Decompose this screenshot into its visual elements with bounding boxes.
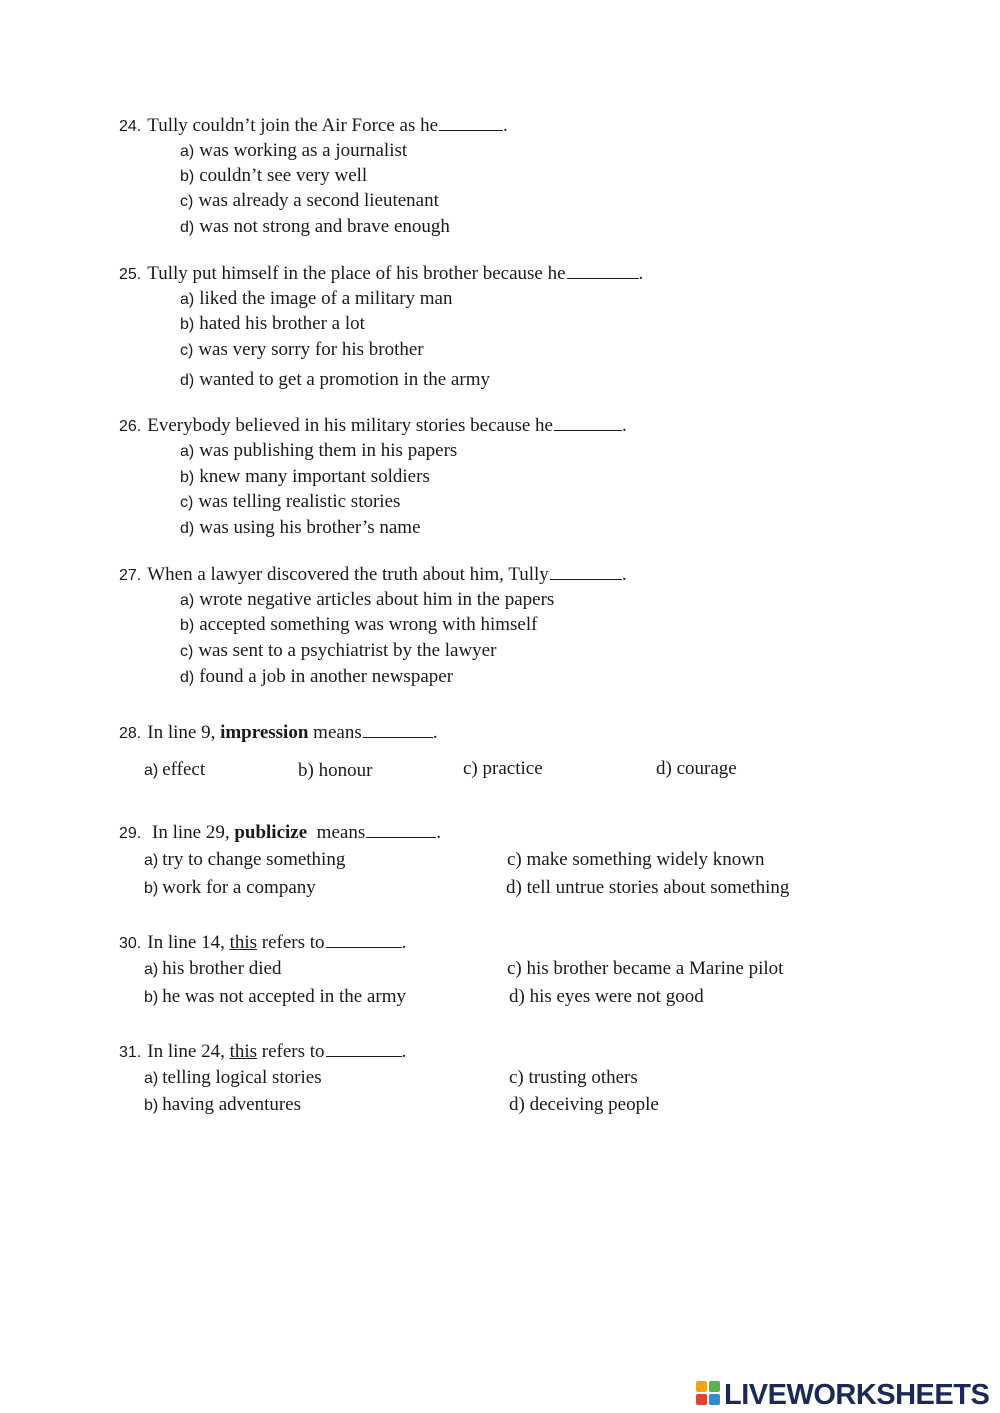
- liveworksheets-logo[interactable]: [696, 1378, 992, 1412]
- option-29-c[interactable]: c) make something widely known: [507, 849, 765, 870]
- question-number: 24.: [119, 118, 142, 135]
- option-29-b[interactable]: b) work for a company: [144, 877, 316, 898]
- answer-blank[interactable]: [567, 262, 639, 279]
- keyword: this: [229, 932, 258, 953]
- option-27-b[interactable]: b) accepted something was wrong with himself: [180, 614, 538, 635]
- question-29-stem: 29. In line 29, publicize means .: [119, 822, 441, 843]
- question-25-stem: 25. Tully put himself in the place of his brother because he .: [119, 263, 644, 284]
- option-26-d[interactable]: d) was using his brother’s name: [180, 517, 421, 538]
- option-25-b[interactable]: b) hated his brother a lot: [180, 313, 365, 334]
- logo-square-icon: [696, 1381, 707, 1392]
- answer-blank[interactable]: [554, 414, 622, 431]
- option-30-d[interactable]: d) his eyes were not good: [509, 986, 704, 1007]
- option-31-d[interactable]: d) deceiving people: [509, 1094, 659, 1115]
- option-25-a[interactable]: a) liked the image of a military man: [180, 288, 453, 309]
- option-27-a[interactable]: a) wrote negative articles about him in the papers: [180, 589, 555, 610]
- logo-square-icon: [709, 1381, 720, 1392]
- option-24-d[interactable]: d) was not strong and brave enough: [180, 216, 450, 237]
- answer-blank[interactable]: [363, 721, 433, 738]
- keyword: impression: [220, 722, 309, 743]
- answer-blank[interactable]: [326, 1040, 402, 1057]
- logo-square-icon: [709, 1394, 720, 1405]
- question-24-stem: 24. Tully couldn’t join the Air Force as he .: [119, 115, 508, 136]
- option-26-a[interactable]: a) was publishing them in his papers: [180, 440, 458, 461]
- question-27-stem: 27. When a lawyer discovered the truth about him, Tully .: [119, 564, 627, 585]
- option-31-a[interactable]: a) telling logical stories: [144, 1067, 322, 1088]
- option-31-b[interactable]: b) having adventures: [144, 1094, 301, 1115]
- option-30-b[interactable]: b) he was not accepted in the army: [144, 986, 406, 1007]
- option-26-b[interactable]: b) knew many important soldiers: [180, 466, 430, 487]
- question-28-stem: 28. In line 9, impression means .: [119, 722, 438, 743]
- option-28-b[interactable]: b) honour: [298, 760, 373, 781]
- option-24-b[interactable]: b) couldn’t see very well: [180, 165, 368, 186]
- option-28-a[interactable]: a) effect: [144, 759, 206, 780]
- option-29-a[interactable]: a) try to change something: [144, 849, 346, 870]
- question-31-stem: 31. In line 24, this refers to .: [119, 1041, 407, 1062]
- answer-blank[interactable]: [439, 114, 503, 131]
- logo-mark-icon: [696, 1381, 722, 1407]
- answer-blank[interactable]: [366, 821, 436, 838]
- option-26-c[interactable]: c) was telling realistic stories: [180, 491, 401, 512]
- option-31-c[interactable]: c) trusting others: [509, 1067, 638, 1088]
- option-29-d[interactable]: d) tell untrue stories about something: [506, 877, 790, 898]
- option-24-a[interactable]: a) was working as a journalist: [180, 140, 408, 161]
- option-24-c[interactable]: c) was already a second lieutenant: [180, 190, 439, 211]
- question-26-stem: 26. Everybody believed in his military stories because he .: [119, 415, 627, 436]
- answer-blank[interactable]: [326, 931, 402, 948]
- option-27-d[interactable]: d) found a job in another newspaper: [180, 666, 454, 687]
- option-28-c[interactable]: c) practice: [463, 758, 543, 779]
- question-text: Tully couldn’t join the Air Force as he: [147, 115, 439, 136]
- logo-text: LIVEWORKSHEETS: [724, 1379, 990, 1411]
- option-27-c[interactable]: c) was sent to a psychiatrist by the lawyer: [180, 640, 497, 661]
- option-30-a[interactable]: a) his brother died: [144, 958, 282, 979]
- keyword: this: [229, 1041, 258, 1062]
- option-25-c[interactable]: c) was very sorry for his brother: [180, 339, 424, 360]
- keyword: publicize: [234, 822, 308, 843]
- question-30-stem: 30. In line 14, this refers to .: [119, 932, 407, 953]
- option-25-d[interactable]: d) wanted to get a promotion in the army: [180, 369, 490, 390]
- option-30-c[interactable]: c) his brother became a Marine pilot: [507, 958, 784, 979]
- option-28-d[interactable]: d) courage: [656, 758, 737, 779]
- logo-square-icon: [696, 1394, 707, 1405]
- answer-blank[interactable]: [550, 563, 622, 580]
